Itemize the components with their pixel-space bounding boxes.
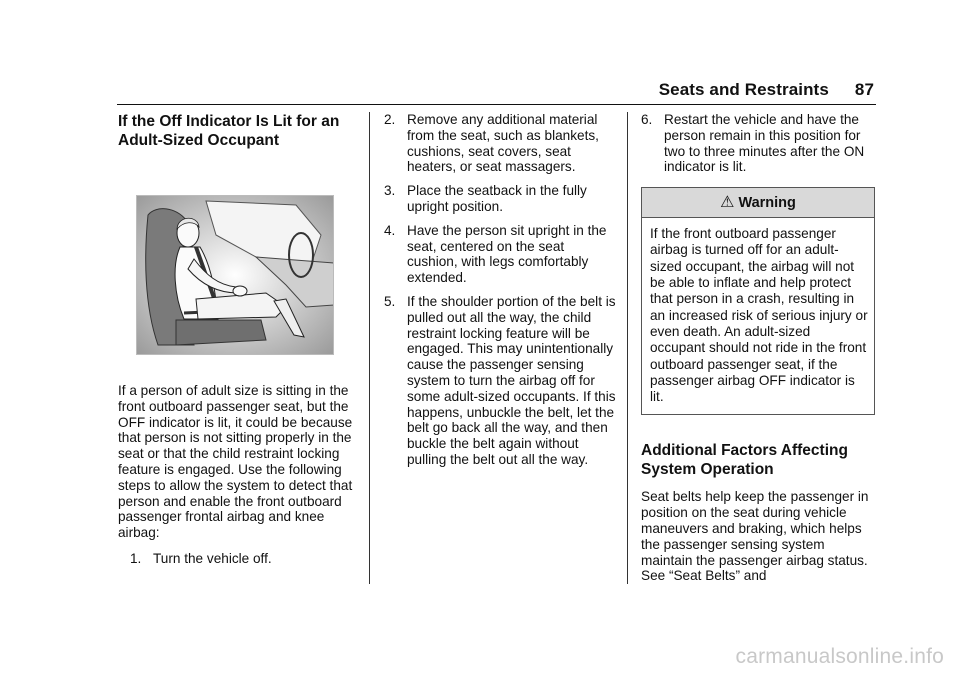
column-1 [118, 112, 358, 575]
section-heading: Additional Factors Affecting System Operation [641, 442, 848, 479]
step-number: 5. [384, 293, 396, 309]
warning-box [641, 187, 875, 415]
section-heading: If the Off Indicator Is Lit for an Adult-Sized Occupant [118, 113, 340, 149]
step-6 [641, 112, 877, 175]
warning-text: If the front outboard passenger airbag is turned off for an adult-sized occupant, the airbag will not be able to inflate and help protect that person in a crash, resulting in an increased risk of serious injury or even death. An adult-sized occupant should not ride in the front outboard passenger seat, if the passenger airbag OFF indicator is lit. [650, 226, 868, 405]
step-1 [130, 551, 358, 567]
column-divider [627, 112, 628, 584]
watermark: carmanualsonline.info [735, 645, 944, 668]
step-number: 3. [384, 183, 396, 199]
step-text: Have the person sit upright in the seat, centered on the seat cushion, with legs comfortably extended. [407, 222, 607, 286]
warning-header [642, 188, 874, 218]
column-3 [641, 112, 877, 584]
step-3 [384, 183, 616, 215]
warning-title: Warning [738, 195, 796, 212]
step-text: If the shoulder portion of the belt is pulled out all the way, the child restraint locking feature will be engaged. This may unintentionally cause the passenger sensing system to turn the airbag off for some adult-sized occupants. If this happens, unbuckle the belt, let the belt go back all the way, and then buckle the belt again without pulling the belt out all the way. [407, 293, 616, 467]
body-paragraph: If a person of adult size is sitting in the front outboard passenger seat, but the OFF indicator is lit, it could be because that person is not sitting properly in the seat or that the child restraint locking feature is engaged. Use the following steps to allow the system to detect that person and enable the front outboard passenger frontal airbag and knee airbag: [118, 383, 353, 541]
body-paragraph: Seat belts help keep the passenger in position on the seat during vehicle maneuvers and braking, which helps the passenger sensing system maintain the passenger airbag status. See “Seat Belts” and [641, 489, 869, 584]
page-number: 87 [854, 80, 874, 99]
column-2 [384, 112, 616, 476]
section-title: Seats and Restraints [658, 80, 829, 99]
running-head [659, 80, 874, 100]
header-rule [117, 104, 876, 105]
step-text: Remove any additional material from the seat, such as blankets, cushions, seat covers, seat heaters, or seat massagers. [407, 112, 599, 175]
step-text: Place the seatback in the fully upright position. [407, 183, 587, 214]
step-4 [384, 223, 616, 286]
warning-triangle-icon: ⚠ [720, 194, 735, 212]
column-divider [369, 112, 370, 584]
step-number: 6. [641, 112, 653, 127]
step-5 [384, 294, 616, 468]
step-number: 1. [130, 550, 142, 566]
step-text: Turn the vehicle off. [153, 550, 272, 566]
adult-passenger-illustration [136, 195, 334, 355]
step-text: Restart the vehicle and have the person remain in this position for two to three minutes after the ON indicator is lit. [664, 112, 865, 175]
step-2 [384, 112, 616, 175]
step-number: 4. [384, 222, 396, 238]
adult-passenger-seated-icon [136, 195, 334, 355]
step-number: 2. [384, 112, 396, 127]
